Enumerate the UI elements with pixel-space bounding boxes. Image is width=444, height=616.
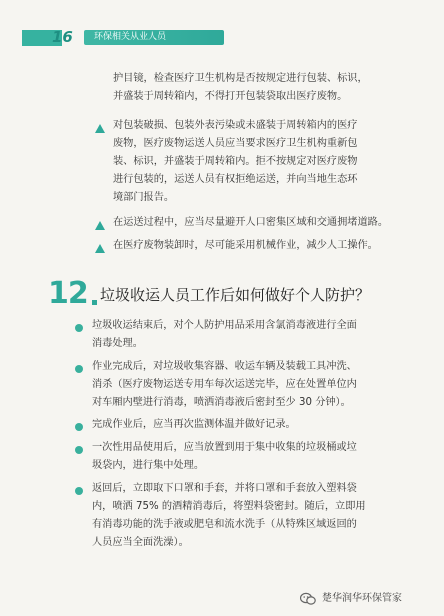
dot-bullet-icon xyxy=(75,423,83,431)
item-line: 废物，医疗废物运送人员应当要求医疗卫生机构重新包 xyxy=(113,138,358,149)
item-line: 作业完成后，对垃圾收集容器、收运车辆及装载工具冲洗、 xyxy=(92,361,357,372)
dot-item xyxy=(92,480,366,552)
triangle-bullet-icon xyxy=(95,221,105,230)
page-number: 16 xyxy=(52,28,73,46)
triangle-bullet-icon xyxy=(95,244,105,253)
section-heading xyxy=(48,278,428,318)
dot-bullet-icon xyxy=(75,324,83,332)
item-line: 返回后，立即取下口罩和手套，并将口罩和手套放入塑料袋 xyxy=(92,483,357,494)
dot-bullet-icon xyxy=(75,365,83,373)
section-title: 垃圾收运人员工作后如何做好个人防护？ xyxy=(100,286,371,304)
item-line: 在运送过程中，应当尽量避开人口密集区域和交通拥堵道路。 xyxy=(113,217,389,228)
dot-item xyxy=(92,439,357,475)
item-line: 有消毒功能的洗手液或肥皂和流水洗手（从特殊区域返回的 xyxy=(92,519,357,530)
dot-item xyxy=(92,358,357,412)
section-label-pill xyxy=(84,30,224,45)
item-line: 进行包装的，运送人员有权拒绝运送，并向当地生态环 xyxy=(113,174,358,185)
item-line: 境部门报告。 xyxy=(113,192,175,203)
triangle-item xyxy=(113,237,378,255)
section-label: 环保相关从业人员 xyxy=(94,32,167,42)
section-number: 12 xyxy=(48,276,88,311)
dot-bullet-icon xyxy=(75,487,83,495)
page-header xyxy=(22,26,444,48)
item-line: 垃圾收运结束后，对个人防护用品采用含氯消毒液进行全面 xyxy=(92,320,357,331)
item-line: 圾袋内，进行集中处理。 xyxy=(92,460,205,471)
triangle-bullet-icon xyxy=(95,124,105,133)
item-line: 消杀（医疗废物运送专用车每次运送完毕，应在处置单位内 xyxy=(92,379,357,390)
watermark-text: 楚华润华环保管家 xyxy=(322,593,402,604)
item-line: 一次性用品使用后，应当放置到用于集中收集的垃圾桶或垃 xyxy=(92,442,357,453)
triangle-item xyxy=(113,117,358,207)
dot-item xyxy=(92,416,296,434)
item-line: 装、标识，并盛装于周转箱内。拒不按规定对医疗废物 xyxy=(113,156,358,167)
section-number-dot xyxy=(92,300,97,305)
dot-item xyxy=(92,317,357,353)
item-line: 内，喷洒 75% 的酒精消毒后，将塑料袋密封。随后，立即用 xyxy=(92,501,366,512)
item-line: 消毒处理。 xyxy=(92,338,143,349)
item-line: 人员应当全面洗澡）。 xyxy=(92,537,189,548)
top-paragraph xyxy=(113,70,368,106)
watermark xyxy=(300,590,440,610)
paragraph-line: 并盛装于周转箱内，不得打开包装袋取出医疗废物。 xyxy=(113,91,348,102)
item-line: 完成作业后，应当再次监测体温并做好记录。 xyxy=(92,419,296,430)
item-line: 对车厢内壁进行消毒，喷洒消毒液后密封至少 30 分钟）。 xyxy=(92,397,351,408)
item-line: 对包装破损、包装外表污染或未盛装于周转箱内的医疗 xyxy=(113,120,358,131)
wechat-icon xyxy=(300,592,316,606)
triangle-item xyxy=(113,214,388,232)
item-line: 在医疗废物装卸时，尽可能采用机械作业，减少人工操作。 xyxy=(113,240,378,251)
paragraph-line: 护目镜，检查医疗卫生机构是否按规定进行包装、标识， xyxy=(113,73,368,84)
dot-bullet-icon xyxy=(75,446,83,454)
